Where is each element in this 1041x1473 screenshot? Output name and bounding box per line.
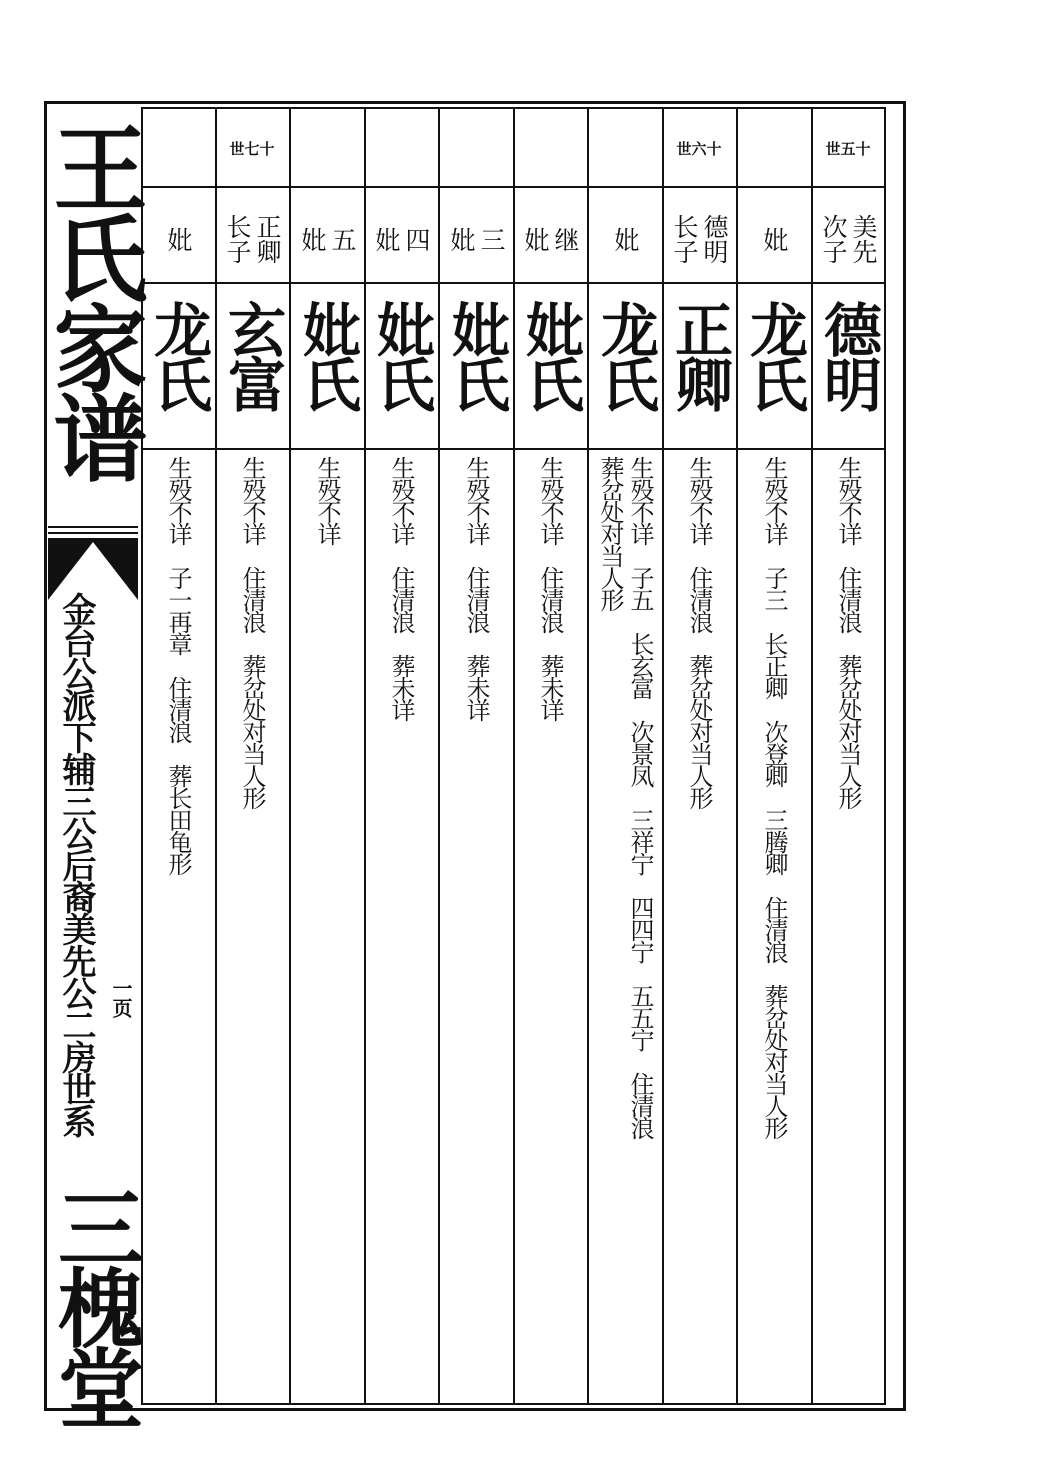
generation-label: 世七十 xyxy=(229,140,275,158)
hall-name: 三槐堂 xyxy=(43,1184,144,1424)
name-cell xyxy=(215,300,289,440)
person-notes: 生殁不详 子一再章 住清浪 葬长田龟形 xyxy=(164,456,192,874)
relation-cell xyxy=(737,204,811,274)
relation-text: 四 妣 xyxy=(372,226,431,252)
person-name: 正卿 xyxy=(665,300,733,410)
name-cell xyxy=(588,300,662,440)
branch-subtitle: 金台公派下辅三公后裔美先公二房世系 xyxy=(56,592,96,1136)
relation-cell xyxy=(811,204,885,274)
name-cell xyxy=(662,300,736,440)
notes-cell xyxy=(811,456,885,1396)
generation-label: 世五十 xyxy=(825,140,871,158)
name-cell xyxy=(141,300,215,440)
notes-cell xyxy=(290,456,364,1396)
name-cell xyxy=(290,300,364,440)
relation-cell xyxy=(439,204,513,274)
person-name: 妣氏 xyxy=(516,300,584,410)
person-notes: 生殁不详 xyxy=(313,456,341,544)
person-name: 德明 xyxy=(814,300,882,410)
generation-label: 世六十 xyxy=(676,140,722,158)
relation-text: 妣 xyxy=(760,226,789,252)
person-notes: 生殁不详 住清浪 葬岔处对当人形 xyxy=(834,456,862,808)
notes-cell xyxy=(439,456,513,1396)
notes-cell xyxy=(141,456,215,1396)
relation-cell xyxy=(215,204,289,274)
divider xyxy=(48,526,138,528)
person-name: 玄富 xyxy=(218,300,286,410)
person-name: 妣氏 xyxy=(367,300,435,410)
relation-text: 妣 xyxy=(164,226,193,252)
relation-text: 德明 长子 xyxy=(670,214,729,264)
notes-cell xyxy=(364,456,438,1396)
relation-cell xyxy=(513,204,587,274)
name-cell xyxy=(811,300,885,440)
relation-cell xyxy=(290,204,364,274)
relation-cell xyxy=(662,204,736,274)
name-cell xyxy=(513,300,587,440)
page-number: 一页 xyxy=(109,978,133,1018)
relation-text: 正卿 长子 xyxy=(223,214,282,264)
relation-cell xyxy=(364,204,438,274)
notes-cell xyxy=(513,456,587,1396)
notes-cell xyxy=(215,456,289,1396)
person-notes: 生殁不详 住清浪 葬未详 xyxy=(462,456,490,720)
relation-cell xyxy=(141,204,215,274)
relation-text: 美先 次子 xyxy=(819,214,878,264)
relation-text: 妣 xyxy=(611,226,640,252)
name-cell xyxy=(364,300,438,440)
person-notes: 生殁不详 住清浪 葬岔处对当人形 xyxy=(685,456,713,808)
person-notes: 生殁不详 住清浪 葬未详 xyxy=(387,456,415,720)
person-notes: 生殁不详 住清浪 葬岔处对当人形 xyxy=(238,456,266,808)
divider xyxy=(48,532,138,534)
chevron-banner-icon xyxy=(48,538,138,600)
relation-text: 三 妣 xyxy=(447,226,506,252)
person-name: 妣氏 xyxy=(442,300,510,410)
name-cell xyxy=(737,300,811,440)
person-name: 龙氏 xyxy=(740,300,808,410)
person-name: 妣氏 xyxy=(293,300,361,410)
relation-text: 五 妣 xyxy=(298,226,357,252)
genealogy-title: 王氏家谱 xyxy=(37,120,147,480)
person-name: 龙氏 xyxy=(144,300,212,410)
notes-cell xyxy=(737,456,811,1396)
relation-text: 继 妣 xyxy=(521,226,580,252)
relation-cell xyxy=(588,204,662,274)
person-notes: 生殁不详 子三 长正卿 次登卿 三腾卿 住清浪 葬岔处对当人形 xyxy=(760,456,788,1138)
person-notes: 生殁不详 住清浪 葬未详 xyxy=(536,456,564,720)
person-name: 龙氏 xyxy=(591,300,659,410)
notes-cell xyxy=(662,456,736,1396)
notes-cell xyxy=(588,456,662,1396)
name-cell xyxy=(439,300,513,440)
person-notes: 生殁不详 子五 长玄富 次景凤 三祥宁 四四宁 五五宁 住清浪 葬岔处对当人形 xyxy=(596,456,654,1138)
